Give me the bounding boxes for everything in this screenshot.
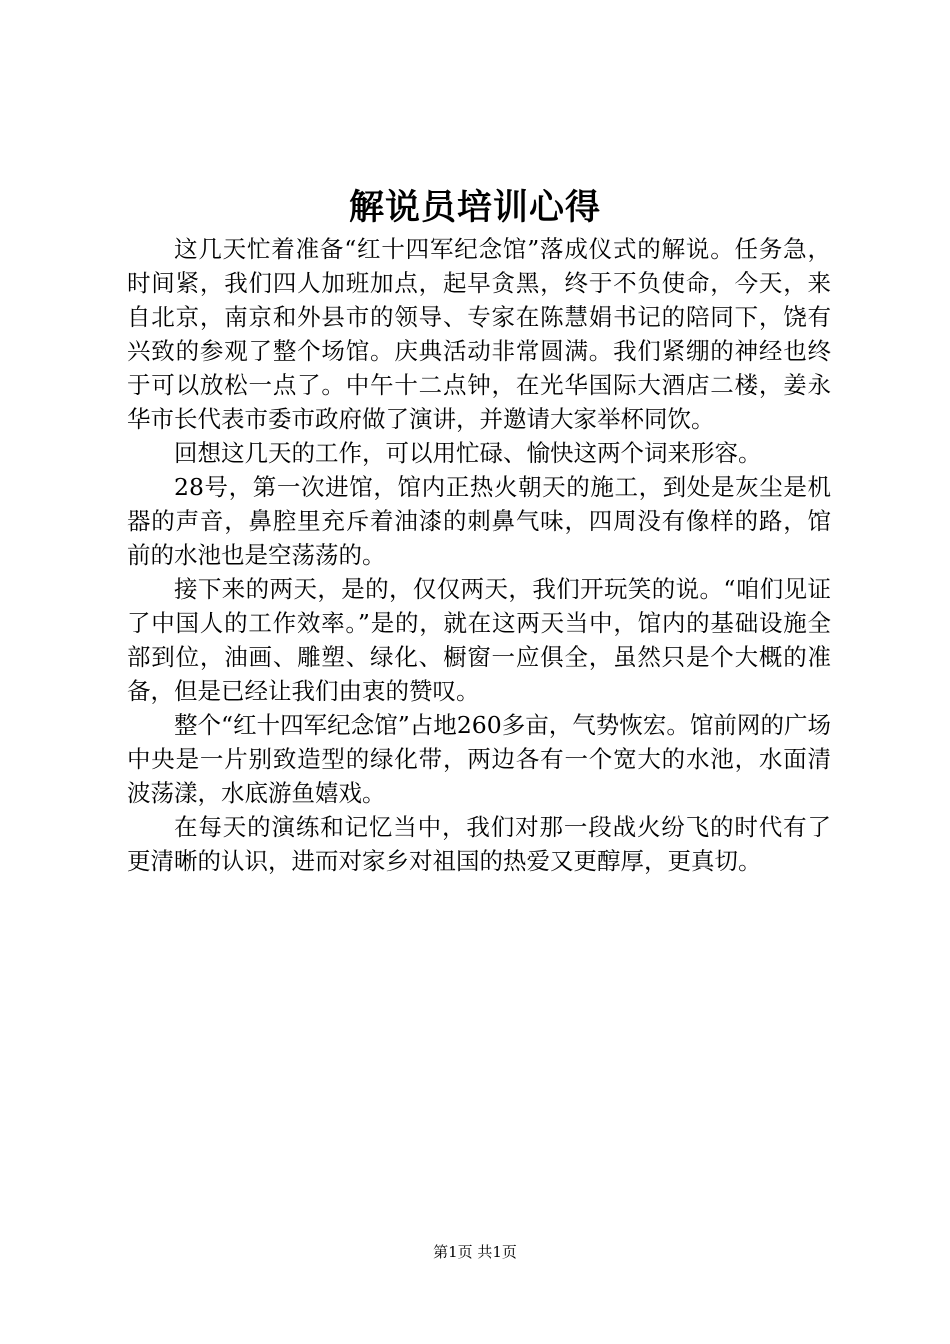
page-footer: 第1页 共1页 (433, 1243, 517, 1261)
paragraph: 接下来的两天，是的，仅仅两天，我们开玩笑的说。“咱们见证了中国人的工作效率。”是的，就在这两天当中，馆内的基础设施全部到位，油画、雕塑、绿化、橱窗一应俱全，虽然只是个大概的准备，但是已经让我们由衷的赞叹。 (127, 575, 831, 705)
paragraph: 回想这几天的工作，可以用忙碌、愉快这两个词来形容。 (174, 439, 762, 467)
paragraph: 整个“红十四军纪念馆”占地260多亩，气势恢宏。馆前网的广场中央是一片别致造型的绿化带，两边各有一个宽大的水池，水面清波荡漾，水底游鱼嬉戏。 (127, 711, 831, 807)
document-body (127, 232, 831, 878)
paragraph: 这几天忙着准备“红十四军纪念馆”落成仪式的解说。任务急，时间紧，我们四人加班加点，起早贪黑，终于不负使命，今天，来自北京，南京和外县市的领导、专家在陈慧娟书记的陪同下，饶有兴致的参观了整个场馆。庆典活动非常圆满。我们紧绷的神经也终于可以放松一点了。中午十二点钟，在光华国际大酒店二楼，姜永华市长代表市委市政府做了演讲，并邀请大家举杯同饮。 (127, 235, 831, 433)
paragraph: 28号，第一次进馆，馆内正热火朝天的施工，到处是灰尘是机器的声音，鼻腔里充斥着油漆的刺鼻气味，四周没有像样的路，馆前的水池也是空荡荡的。 (127, 473, 831, 569)
paragraph: 在每天的演练和记忆当中，我们对那一段战火纷飞的时代有了更清晰的认识，进而对家乡对祖国的热爱又更醇厚，更真切。 (127, 813, 831, 875)
document-title: 解说员培训心得 (348, 187, 601, 228)
